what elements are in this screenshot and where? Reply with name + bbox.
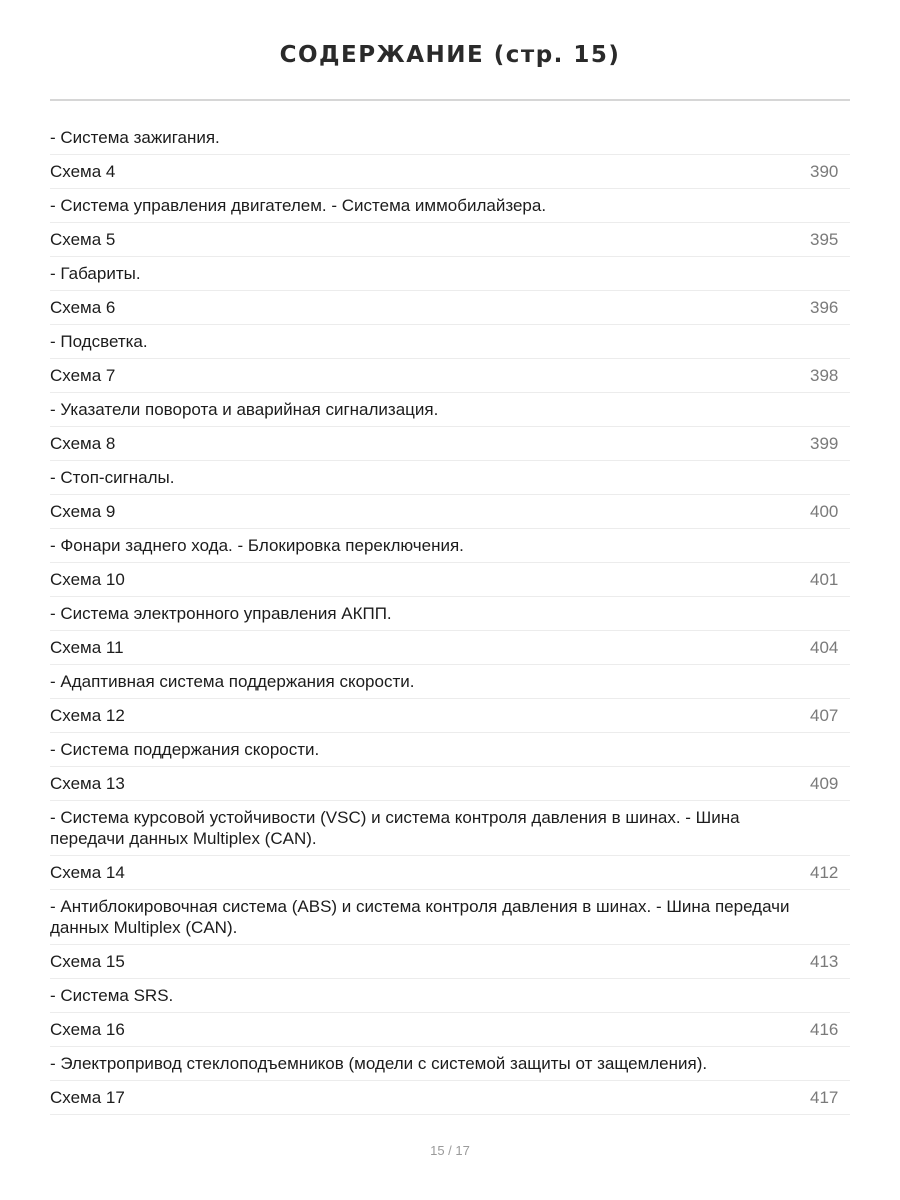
toc-entry-description bbox=[50, 461, 850, 495]
toc-entry-schema bbox=[50, 1081, 850, 1115]
toc-entry-schema bbox=[50, 856, 850, 890]
toc-entry-schema bbox=[50, 223, 850, 257]
toc-entry-text: - Система управления двигателем. - Система иммобилайзера. bbox=[50, 196, 547, 215]
toc-page-number: 396 bbox=[810, 298, 839, 317]
toc-page-number: 417 bbox=[810, 1088, 839, 1107]
toc-entry-text: Схема 9 bbox=[50, 502, 116, 521]
document-page bbox=[50, 0, 850, 1131]
toc-entry-text: Схема 6 bbox=[50, 298, 116, 317]
toc-entry-text: - Фонари заднего хода. - Блокировка переключения. bbox=[50, 536, 464, 555]
toc-entry-text: - Адаптивная система поддержания скорости. bbox=[50, 672, 415, 691]
toc-entry-text: - Подсветка. bbox=[50, 332, 148, 351]
toc-entry-description bbox=[50, 890, 850, 945]
toc-entry-description bbox=[50, 665, 850, 699]
toc-entry-description bbox=[50, 529, 850, 563]
toc-page-number: 401 bbox=[810, 570, 839, 589]
toc-page-number: 400 bbox=[810, 502, 839, 521]
toc-entry-text: - Антиблокировочная система (ABS) и система контроля давления в шинах. - Шина передачи данных Multiplex (CAN). bbox=[50, 897, 790, 937]
toc-entry-text: - Указатели поворота и аварийная сигнализация. bbox=[50, 400, 439, 419]
page-title: СОДЕРЖАНИЕ (стр. 15) bbox=[279, 42, 621, 68]
toc-entry-description bbox=[50, 597, 850, 631]
toc-page-number: 404 bbox=[810, 638, 839, 657]
toc-entry-text: - Электропривод стеклоподъемников (модели с системой защиты от защемления). bbox=[50, 1054, 708, 1073]
toc-entry-text: Схема 15 bbox=[50, 952, 125, 971]
toc-entry-text: Схема 10 bbox=[50, 570, 125, 589]
toc-entry-schema bbox=[50, 495, 850, 529]
toc-entry-text: - Система электронного управления АКПП. bbox=[50, 604, 392, 623]
toc-page-number: 390 bbox=[810, 162, 839, 181]
toc-entry-text: Схема 7 bbox=[50, 366, 116, 385]
toc-page-number: 399 bbox=[810, 434, 839, 453]
toc-entry-schema bbox=[50, 155, 850, 189]
toc-entry-text: - Система поддержания скорости. bbox=[50, 740, 320, 759]
toc-entry-description bbox=[50, 979, 850, 1013]
toc-entry-text: - Система SRS. bbox=[50, 986, 174, 1005]
toc-entry-schema bbox=[50, 631, 850, 665]
title-divider bbox=[50, 99, 850, 101]
toc-entry-description bbox=[50, 733, 850, 767]
toc-entry-description bbox=[50, 121, 850, 155]
toc-entry-description bbox=[50, 1047, 850, 1081]
toc-entry-schema bbox=[50, 1013, 850, 1047]
toc-page-number: 409 bbox=[810, 774, 839, 793]
toc-entry-text: Схема 16 bbox=[50, 1020, 125, 1039]
toc-entry-text: - Система курсовой устойчивости (VSC) и система контроля давления в шинах. - Шина передачи данных Multiplex (CAN). bbox=[50, 808, 740, 848]
toc-page-number: 398 bbox=[810, 366, 839, 385]
toc-entry-text: - Стоп-сигналы. bbox=[50, 468, 175, 487]
toc-entry-schema bbox=[50, 359, 850, 393]
toc-entry-schema bbox=[50, 699, 850, 733]
toc-entry-description bbox=[50, 257, 850, 291]
toc-entry-text: - Габариты. bbox=[50, 264, 141, 283]
toc-entry-text: Схема 11 bbox=[50, 638, 124, 657]
toc-page-number: 395 bbox=[810, 230, 839, 249]
toc-entry-text: - Система зажигания. bbox=[50, 128, 220, 147]
page-counter: 15 / 17 bbox=[430, 1143, 470, 1158]
toc-entry-schema bbox=[50, 563, 850, 597]
toc-entry-schema bbox=[50, 767, 850, 801]
toc-entry-description bbox=[50, 189, 850, 223]
toc-entry-description bbox=[50, 393, 850, 427]
toc-page-number: 412 bbox=[810, 863, 839, 882]
toc-entry-schema bbox=[50, 427, 850, 461]
toc-entry-text: Схема 14 bbox=[50, 863, 125, 882]
toc-entry-text: Схема 13 bbox=[50, 774, 125, 793]
toc-page-number: 413 bbox=[810, 952, 839, 971]
toc-entry-schema bbox=[50, 945, 850, 979]
table-of-contents bbox=[50, 121, 850, 1115]
toc-entry-description bbox=[50, 325, 850, 359]
toc-entry-schema bbox=[50, 291, 850, 325]
toc-entry-text: Схема 4 bbox=[50, 162, 116, 181]
toc-entry-description bbox=[50, 801, 850, 856]
toc-entry-text: Схема 8 bbox=[50, 434, 116, 453]
toc-entry-text: Схема 5 bbox=[50, 230, 116, 249]
toc-page-number: 416 bbox=[810, 1020, 839, 1039]
toc-entry-text: Схема 17 bbox=[50, 1088, 125, 1107]
toc-entry-text: Схема 12 bbox=[50, 706, 125, 725]
toc-page-number: 407 bbox=[810, 706, 839, 725]
